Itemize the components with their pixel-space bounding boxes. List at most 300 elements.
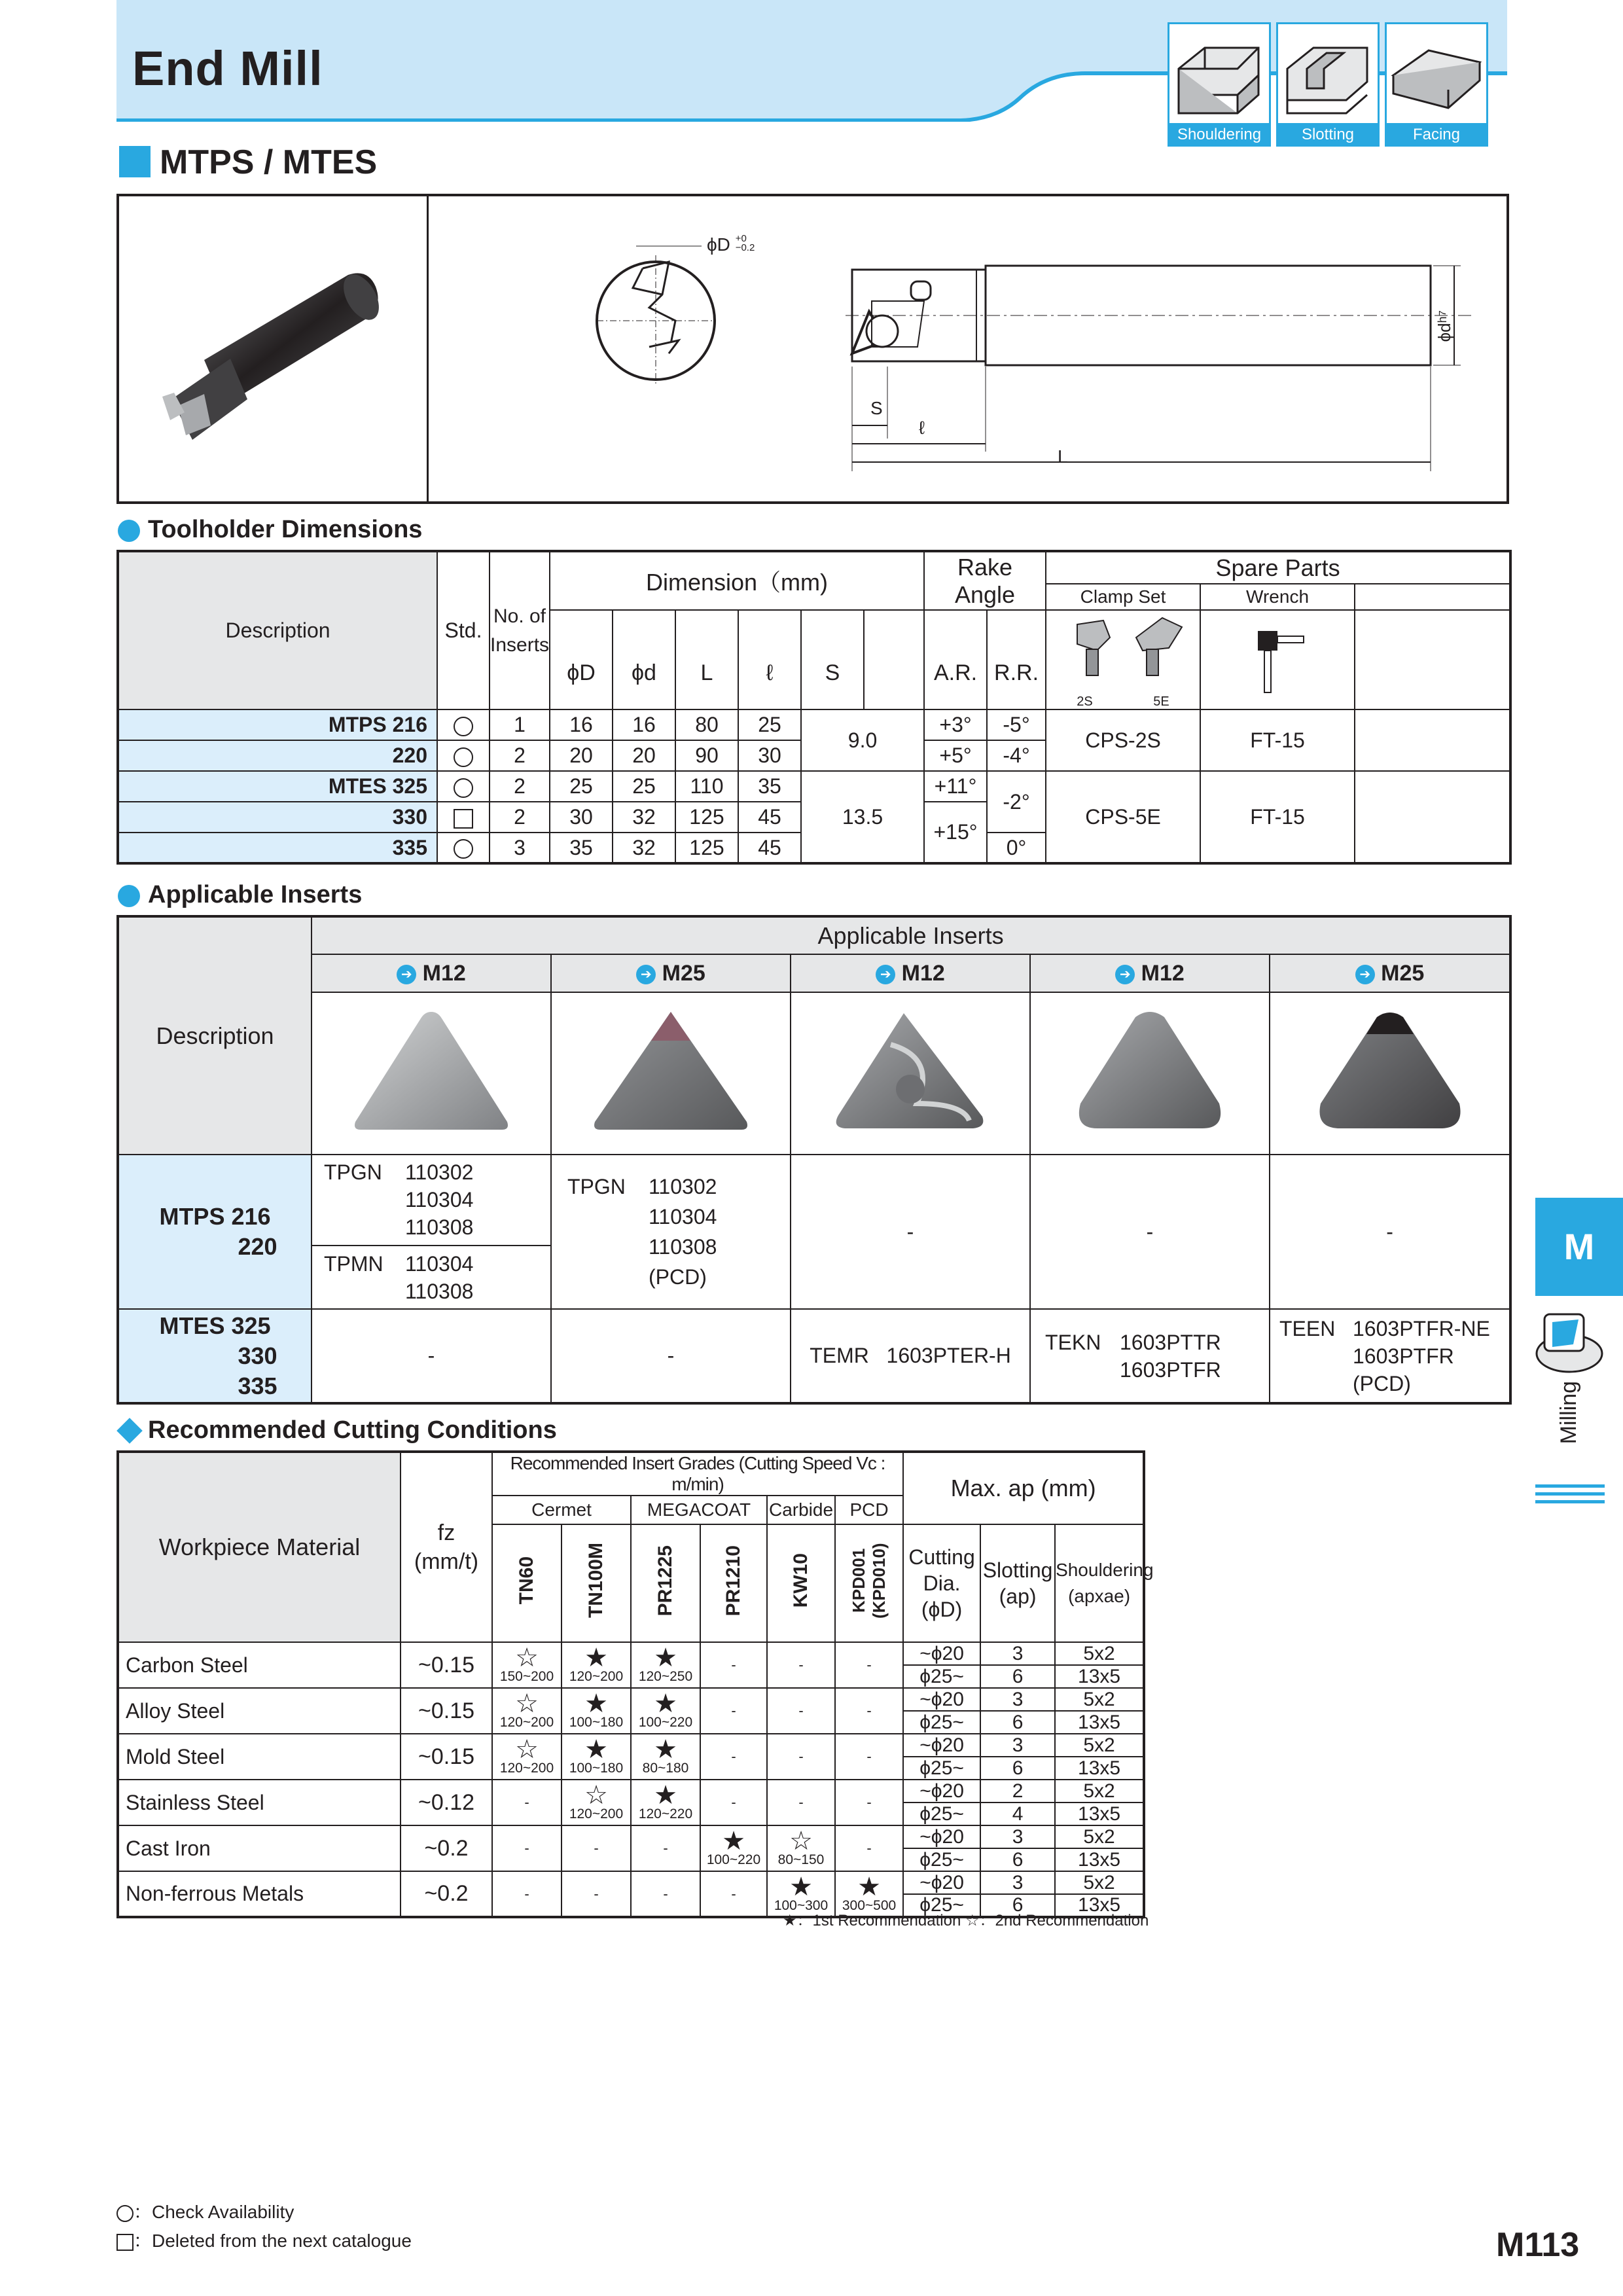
cell-RR: 0°: [987, 833, 1046, 863]
cell-D: 35: [550, 833, 613, 863]
cell-wrench-mtes: FT-15: [1200, 771, 1355, 863]
c2-mtes: -: [551, 1309, 791, 1403]
wrench-image: [1200, 610, 1355, 709]
cell-sh: 13x5: [1055, 1848, 1144, 1871]
cell-grade: [767, 1688, 835, 1734]
c1-code: 110308: [405, 1280, 474, 1303]
recommendation-mark: ★: [654, 1643, 677, 1672]
col-cutting-dia: Cutting Dia. (ϕD): [903, 1524, 980, 1642]
mtes-desc-3: 335: [238, 1372, 277, 1399]
insert-image: [1270, 992, 1510, 1155]
c1-code: 110308: [405, 1215, 474, 1239]
std-circle-icon: [454, 778, 473, 798]
cell-grade: [835, 1688, 903, 1734]
insert-image: [1030, 992, 1270, 1155]
grade-name: KPD001 (KPD010): [849, 1543, 889, 1619]
cell-l: 45: [738, 833, 801, 863]
table-row-desc: MTPS 216: [118, 709, 437, 740]
recommendation-mark: ★: [584, 1643, 608, 1672]
std-circle-icon: [454, 717, 473, 736]
cell-sh: 13x5: [1055, 1665, 1144, 1688]
cell-wrench-mtps: FT-15: [1200, 709, 1355, 771]
side-divider: [1535, 1500, 1605, 1503]
cell-fz: ~0.2: [401, 1871, 492, 1917]
cell-grade: [700, 1825, 767, 1871]
table-row: [118, 1871, 1144, 1894]
recommendation-mark: -: [866, 1657, 872, 1673]
c2-code: 110308: [649, 1235, 717, 1259]
cell-dia: ϕ25~: [903, 1711, 980, 1734]
recommendation-mark: ★: [654, 1781, 677, 1810]
recommendation-mark: -: [663, 1840, 668, 1856]
grade-header: [312, 954, 551, 992]
c1-a-label: TPGN: [324, 1160, 382, 1184]
cell-fz: ~0.12: [401, 1780, 492, 1825]
cell-grade: [631, 1734, 700, 1780]
cell-grade: [562, 1825, 631, 1871]
c2-a-label: TPGN: [567, 1175, 626, 1198]
arrow-circle-icon: ➔: [636, 965, 656, 984]
cell-grade: [492, 1871, 562, 1917]
cell-S-mtes: 13.5: [801, 771, 924, 863]
page-title: End Mill: [132, 41, 323, 96]
cell-speed: 100~180: [569, 1715, 624, 1730]
mtps-desc-1: MTPS 216: [159, 1203, 271, 1230]
op-shouldering: [1168, 22, 1271, 147]
cell-fz: ~0.15: [401, 1688, 492, 1734]
grade-header: [551, 954, 791, 992]
cell-grade: [562, 1642, 631, 1688]
milling-icon: [1533, 1306, 1606, 1380]
recommendation-mark: ☆: [515, 1643, 539, 1672]
cell-sh: 5x2: [1055, 1825, 1144, 1848]
recommendation-mark: ☆: [584, 1781, 608, 1810]
grade-header: [1030, 954, 1270, 992]
grade-name: TN100M: [585, 1543, 607, 1619]
cell-sh: 5x2: [1055, 1642, 1144, 1665]
cell-sh: 5x2: [1055, 1871, 1144, 1894]
cell-l: 35: [738, 771, 801, 802]
c4-mtps: -: [1030, 1155, 1270, 1309]
cell-sh: 13x5: [1055, 1894, 1144, 1917]
std-circle-icon: [454, 839, 473, 859]
cell-D: 25: [550, 771, 613, 802]
cell-S-mtps: 9.0: [801, 709, 924, 771]
recommendation-mark: -: [594, 1885, 599, 1902]
dim-L-label: L: [1058, 446, 1068, 467]
table-row: [118, 1825, 1144, 1848]
c2-mtps: [551, 1155, 791, 1309]
cell-L: 110: [675, 771, 738, 802]
recommendation-mark: ★: [584, 1689, 608, 1718]
footer-check-text: ：Check Availability: [134, 2202, 294, 2222]
insert-image: [791, 992, 1030, 1155]
footer-deleted-text: ：Deleted from the next catalogue: [134, 2231, 412, 2251]
cell-grade: [631, 1688, 700, 1734]
std-circle-icon: [454, 747, 473, 767]
recommendation-mark: -: [866, 1840, 872, 1856]
recommendation-mark: -: [798, 1748, 804, 1765]
cell-speed: 80~180: [642, 1761, 689, 1776]
arrow-circle-icon: ➔: [397, 965, 416, 984]
col-applicable: Applicable Inserts: [312, 916, 1510, 954]
cell-D: 16: [550, 709, 613, 740]
cell-AR: +5°: [924, 740, 987, 771]
col-carbide: Carbide: [767, 1496, 835, 1524]
table-row-desc: 330: [118, 802, 437, 833]
cell-grade: [492, 1825, 562, 1871]
cell-slot: 2: [980, 1780, 1055, 1803]
section-dot-icon: [118, 885, 140, 907]
cutting-table: [116, 1450, 1154, 1918]
cell-sh: 13x5: [1055, 1711, 1144, 1734]
cell-speed: 120~200: [569, 1669, 624, 1684]
cell-dia: ~ϕ20: [903, 1642, 980, 1665]
recommendation-mark: -: [594, 1840, 599, 1856]
grade-header: [791, 954, 1030, 992]
cell-slot: 3: [980, 1688, 1055, 1711]
col-slotting: Slotting (ap): [980, 1524, 1055, 1642]
col-maxap: Max. ap (mm): [903, 1452, 1144, 1524]
c2-code: 110302: [649, 1175, 717, 1198]
recommendation-mark: -: [524, 1840, 529, 1856]
cell-d: 25: [613, 771, 675, 802]
arrow-circle-icon: ➔: [876, 965, 895, 984]
footer-check: [116, 2198, 294, 2224]
c1-mtps: [312, 1155, 551, 1309]
op-facing: [1385, 22, 1488, 147]
cell-speed: 300~500: [842, 1897, 897, 1913]
col-description: Description: [118, 916, 312, 1155]
cell-grade: [700, 1780, 767, 1825]
insert-image: [312, 992, 551, 1155]
recommendation-mark: -: [731, 1702, 736, 1719]
cell-material: Stainless Steel: [118, 1780, 401, 1825]
inserts-table: [116, 915, 1512, 1405]
recommendation-mark: -: [731, 1657, 736, 1673]
op-label-facing: Facing: [1385, 123, 1488, 147]
recommendation-mark: ☆: [515, 1735, 539, 1764]
grade-header: [1270, 954, 1510, 992]
cell-RR: -2°: [987, 771, 1046, 833]
mtes-desc: [118, 1309, 312, 1403]
cell-material: Mold Steel: [118, 1734, 401, 1780]
side-divider: [1535, 1484, 1605, 1488]
cell-grade: [835, 1734, 903, 1780]
recommendation-mark: -: [731, 1794, 736, 1810]
col-S: S: [801, 610, 864, 709]
cell-d: 20: [613, 740, 675, 771]
recommendation-mark: ★: [584, 1735, 608, 1764]
cell-material: Cast Iron: [118, 1825, 401, 1871]
cell-material: Non-ferrous Metals: [118, 1871, 401, 1917]
recommendation-mark: -: [663, 1885, 668, 1902]
insert-image: [551, 992, 791, 1155]
mtes-desc-2: 330: [238, 1342, 277, 1369]
cell-grade: [492, 1780, 562, 1825]
col-fz: [401, 1452, 492, 1642]
cell-D: 20: [550, 740, 613, 771]
col-pcd: PCD: [835, 1496, 903, 1524]
cell-L: 90: [675, 740, 738, 771]
col-shouldering: Shouldering (apxae): [1055, 1524, 1144, 1642]
fz-label: fz: [437, 1520, 455, 1545]
cell-fz: ~0.15: [401, 1734, 492, 1780]
cell-slot: 3: [980, 1642, 1055, 1665]
section-title-cutting: Recommended Cutting Conditions: [148, 1416, 557, 1444]
mtps-desc: [118, 1155, 312, 1309]
c2-note: (PCD): [649, 1265, 707, 1289]
clamp-2s-label: 2S: [1077, 694, 1093, 709]
recommendation-mark: -: [524, 1885, 529, 1902]
c3-mtps: -: [791, 1155, 1030, 1309]
recommendation-mark: ★: [857, 1872, 881, 1901]
c1-code: 110302: [405, 1160, 474, 1184]
section-title-inserts: Applicable Inserts: [148, 881, 363, 908]
cell-sh: 5x2: [1055, 1734, 1144, 1757]
grade-label: M12: [901, 960, 945, 986]
c4-mtes: [1030, 1309, 1270, 1403]
c5-code: 1603PTFR-NE: [1353, 1316, 1490, 1340]
subtitle-square-icon: [119, 146, 151, 177]
cell-AR: +15°: [924, 802, 987, 863]
op-label-slotting: Slotting: [1276, 123, 1380, 147]
cell-grade: [562, 1688, 631, 1734]
c5-name: TEEN: [1279, 1316, 1336, 1340]
cell-grade: [767, 1642, 835, 1688]
recommendation-mark: -: [798, 1657, 804, 1673]
c4-code: 1603PTFR: [1120, 1357, 1221, 1382]
grade-name: TN60: [516, 1556, 537, 1605]
table-row: [118, 1688, 1144, 1711]
cell-material: Carbon Steel: [118, 1642, 401, 1688]
side-tab-letter: M: [1535, 1198, 1623, 1296]
fz-unit: (mm/t): [414, 1549, 479, 1574]
cell-n: 3: [490, 833, 550, 863]
cell-d: 32: [613, 802, 675, 833]
grade-label: M25: [662, 960, 705, 986]
cell-grade: [767, 1780, 835, 1825]
std-square-icon: [454, 809, 473, 829]
cell-grade: [767, 1734, 835, 1780]
grade-tn100m: [562, 1524, 631, 1642]
side-tab-label: Milling: [1556, 1381, 1581, 1444]
section-diamond-icon: [116, 1418, 143, 1444]
cell-grade: [562, 1780, 631, 1825]
grade-label: M25: [1381, 960, 1425, 986]
c5-mtes: [1270, 1309, 1510, 1403]
cell-grade: [562, 1734, 631, 1780]
c2-code: 110304: [649, 1205, 717, 1229]
col-wrench: Wrench: [1200, 584, 1355, 610]
cell-material: Alloy Steel: [118, 1688, 401, 1734]
c1-mtes: -: [312, 1309, 551, 1403]
c1-code: 110304: [405, 1188, 474, 1211]
cell-RR: -4°: [987, 740, 1046, 771]
col-workpiece: Workpiece Material: [118, 1452, 401, 1642]
col-spare: Spare Parts: [1046, 551, 1510, 584]
cell-sh: 5x2: [1055, 1688, 1144, 1711]
table-row-desc: MTES 325: [118, 771, 437, 802]
col-L: L: [675, 610, 738, 709]
cell-grade: [700, 1642, 767, 1688]
cell-RR: -5°: [987, 709, 1046, 740]
cell-clamp-mtes: CPS-5E: [1046, 771, 1200, 863]
cell-n: 2: [490, 740, 550, 771]
dim-D-label: ϕD +0 −0.2: [707, 233, 755, 255]
cell-speed: 150~200: [499, 1669, 554, 1684]
cell-slot: 3: [980, 1825, 1055, 1848]
cell-sh: 13x5: [1055, 1803, 1144, 1825]
recommendation-mark: -: [866, 1702, 872, 1719]
col-dimension: Dimension（mm): [550, 551, 924, 610]
cell-speed: 120~250: [638, 1669, 693, 1684]
cell-dia: ~ϕ20: [903, 1780, 980, 1803]
table-row-desc: 335: [118, 833, 437, 863]
insert-teen-pcd-icon: [1305, 1005, 1475, 1136]
cell-fz: ~0.2: [401, 1825, 492, 1871]
recommendation-mark: ☆: [789, 1827, 813, 1856]
grade-tn60: [492, 1524, 562, 1642]
grade-label: M12: [1141, 960, 1185, 986]
grade-kpd001: [835, 1524, 903, 1642]
col-inserts: No. of Inserts: [490, 551, 550, 709]
section-dot-icon: [118, 520, 140, 542]
arrow-circle-icon: ➔: [1115, 965, 1135, 984]
cell-speed: 120~200: [569, 1806, 624, 1821]
cell-L: 80: [675, 709, 738, 740]
square-legend-icon: [116, 2234, 134, 2251]
table-row-desc: 220: [118, 740, 437, 771]
cell-l: 45: [738, 802, 801, 833]
cell-slot: 3: [980, 1871, 1055, 1894]
cell-slot: 6: [980, 1894, 1055, 1917]
col-AR: A.R.: [924, 610, 987, 709]
cell-grade: [631, 1642, 700, 1688]
col-clamp: Clamp Set: [1046, 584, 1200, 610]
dim-d-label: ϕdʰ⁷: [1435, 310, 1454, 342]
clamp-set-images: [1046, 610, 1200, 709]
cell-dia: ~ϕ20: [903, 1825, 980, 1848]
wrench-icon: [1238, 618, 1317, 696]
cell-l: 30: [738, 740, 801, 771]
cell-grade: [700, 1688, 767, 1734]
cell-n: 2: [490, 771, 550, 802]
circle-legend-icon: [116, 2205, 134, 2222]
mtps-desc-2: 220: [238, 1233, 277, 1260]
dim-l-label: ℓ: [919, 418, 925, 438]
col-description: Description: [118, 551, 437, 709]
end-mill-photo: [132, 209, 414, 491]
table-row: [118, 1780, 1144, 1803]
cell-dia: ~ϕ20: [903, 1688, 980, 1711]
side-view-drawing: [846, 262, 1487, 471]
cell-grade: [492, 1734, 562, 1780]
col-RR: R.R.: [987, 610, 1046, 709]
c5-mtps: -: [1270, 1155, 1510, 1309]
grade-pr1225: [631, 1524, 700, 1642]
cell-L: 125: [675, 802, 738, 833]
cell-dia: ϕ25~: [903, 1894, 980, 1917]
recommendation-mark: ★: [789, 1872, 813, 1901]
cell-slot: 4: [980, 1803, 1055, 1825]
c1-code: 110304: [405, 1252, 474, 1276]
toolholder-table: [116, 550, 1512, 865]
footer-deleted: [116, 2227, 412, 2253]
col-megacoat: MEGACOAT: [631, 1496, 767, 1524]
grade-label: M12: [422, 960, 466, 986]
cell-L: 125: [675, 833, 738, 863]
cell-grade: [835, 1780, 903, 1825]
grade-kw10: [767, 1524, 835, 1642]
cell-grade: [492, 1688, 562, 1734]
cell-dia: ϕ25~: [903, 1803, 980, 1825]
cell-grade: [700, 1734, 767, 1780]
grade-pr1210: [700, 1524, 767, 1642]
c5-code: 1603PTFR: [1353, 1344, 1454, 1368]
cell-slot: 6: [980, 1665, 1055, 1688]
cell-slot: 6: [980, 1757, 1055, 1780]
c1-b-label: TPMN: [324, 1252, 383, 1276]
cell-grade: [835, 1642, 903, 1688]
recommendation-mark: -: [731, 1885, 736, 1902]
c4-name: TEKN: [1045, 1330, 1101, 1354]
cell-D: 30: [550, 802, 613, 833]
col-grades-title: Recommended Insert Grades (Cutting Speed Vc : m/min): [492, 1452, 903, 1496]
col-l: ℓ: [738, 610, 801, 709]
cell-sh: 5x2: [1055, 1780, 1144, 1803]
page-number: M113: [1496, 2226, 1580, 2264]
col-std: Std.: [437, 551, 490, 709]
recommendation-mark: -: [798, 1702, 804, 1719]
slotting-icon: [1281, 29, 1375, 121]
cell-d: 32: [613, 833, 675, 863]
insert-tpgn-icon: [346, 1005, 516, 1136]
clamp-screw-icon: [1058, 611, 1188, 690]
cell-speed: 100~180: [569, 1761, 624, 1776]
recommendation-legend: ★：1st Recommendation ☆：2nd Recommendation: [783, 1912, 1149, 1929]
cell-dia: ~ϕ20: [903, 1734, 980, 1757]
c5-note: (PCD): [1353, 1371, 1411, 1395]
insert-temr-icon: [825, 1005, 995, 1136]
arrow-circle-icon: ➔: [1355, 965, 1375, 984]
col-rake: Rake Angle: [924, 551, 1046, 610]
cell-AR: +11°: [924, 771, 987, 802]
cell-speed: 80~150: [777, 1852, 825, 1867]
cell-grade: [631, 1780, 700, 1825]
cell-n: 2: [490, 802, 550, 833]
recommendation-mark: -: [866, 1794, 872, 1810]
cell-speed: 120~220: [638, 1806, 693, 1821]
col-cermet: Cermet: [492, 1496, 631, 1524]
recommendation-mark: -: [866, 1748, 872, 1765]
recommendation-mark: -: [798, 1794, 804, 1810]
facing-icon: [1389, 29, 1484, 121]
col-d: ϕd: [613, 610, 675, 709]
table-row: [118, 1734, 1144, 1757]
insert-tekn-icon: [1065, 1005, 1235, 1136]
cell-dia: ϕ25~: [903, 1757, 980, 1780]
clamp-5e-label: 5E: [1153, 694, 1169, 709]
recommendation-mark: ☆: [515, 1689, 539, 1718]
cell-grade: [835, 1825, 903, 1871]
dim-S-label: S: [870, 398, 883, 418]
cell-d: 16: [613, 709, 675, 740]
recommendation-mark: ★: [654, 1689, 677, 1718]
cell-l: 25: [738, 709, 801, 740]
cell-grade: [562, 1871, 631, 1917]
cell-fz: ~0.15: [401, 1642, 492, 1688]
